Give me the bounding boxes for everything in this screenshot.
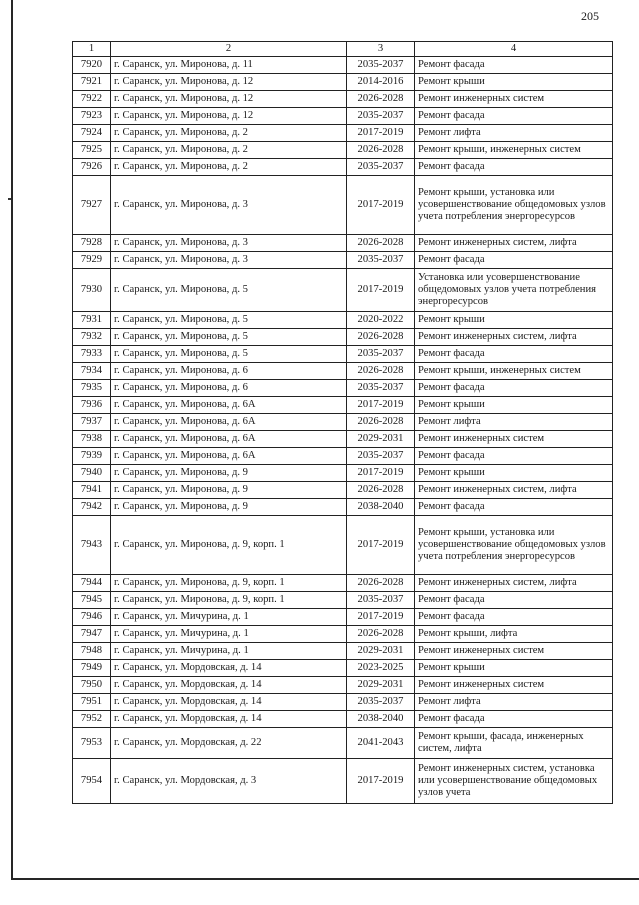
row-work: Установка или усовершенствование общедомовых узлов учета потребления энергоресурсов — [415, 269, 613, 312]
row-address: г. Саранск, ул. Мордовская, д. 22 — [111, 728, 347, 759]
bottom-margin-rule — [11, 878, 639, 880]
column-header-number: 1 — [73, 42, 111, 57]
table-row — [73, 125, 613, 142]
row-period: 2041-2043 — [347, 728, 415, 759]
row-work: Ремонт инженерных систем, лифта — [415, 482, 613, 499]
row-period: 2017-2019 — [347, 759, 415, 804]
row-work: Ремонт лифта — [415, 125, 613, 142]
row-address: г. Саранск, ул. Миронова, д. 9, корп. 1 — [111, 516, 347, 575]
table-header-row — [73, 42, 613, 57]
row-number: 7940 — [73, 465, 111, 482]
table-row — [73, 660, 613, 677]
row-address: г. Саранск, ул. Миронова, д. 5 — [111, 346, 347, 363]
row-address: г. Саранск, ул. Мичурина, д. 1 — [111, 609, 347, 626]
row-number: 7932 — [73, 329, 111, 346]
table-row — [73, 465, 613, 482]
table-row — [73, 677, 613, 694]
row-work: Ремонт крыши, инженерных систем — [415, 363, 613, 380]
row-address: г. Саранск, ул. Мордовская, д. 3 — [111, 759, 347, 804]
row-address: г. Саранск, ул. Миронова, д. 6А — [111, 448, 347, 465]
row-address: г. Саранск, ул. Мордовская, д. 14 — [111, 694, 347, 711]
row-number: 7924 — [73, 125, 111, 142]
table-row — [73, 346, 613, 363]
table-row — [73, 142, 613, 159]
row-address: г. Саранск, ул. Мичурина, д. 1 — [111, 643, 347, 660]
row-work: Ремонт крыши — [415, 660, 613, 677]
row-work: Ремонт крыши, установка или усовершенствование общедомовых узлов учета потребления энергоресурсов — [415, 176, 613, 235]
row-period: 2017-2019 — [347, 465, 415, 482]
table-row — [73, 235, 613, 252]
table-row — [73, 482, 613, 499]
row-period: 2029-2031 — [347, 677, 415, 694]
row-address: г. Саранск, ул. Миронова, д. 11 — [111, 57, 347, 74]
row-number: 7929 — [73, 252, 111, 269]
row-work: Ремонт фасада — [415, 380, 613, 397]
row-work: Ремонт фасада — [415, 252, 613, 269]
table-row — [73, 643, 613, 660]
capital-repair-table — [72, 41, 613, 804]
table-row — [73, 609, 613, 626]
row-number: 7952 — [73, 711, 111, 728]
row-address: г. Саранск, ул. Миронова, д. 6А — [111, 431, 347, 448]
table-row — [73, 380, 613, 397]
row-number: 7943 — [73, 516, 111, 575]
column-header-period: 3 — [347, 42, 415, 57]
row-address: г. Саранск, ул. Миронова, д. 2 — [111, 159, 347, 176]
row-number: 7923 — [73, 108, 111, 125]
row-address: г. Саранск, ул. Миронова, д. 5 — [111, 329, 347, 346]
row-work: Ремонт инженерных систем, установка или усовершенствование общедомовых узлов учета — [415, 759, 613, 804]
row-work: Ремонт крыши, фасада, инженерных систем, лифта — [415, 728, 613, 759]
row-period: 2026-2028 — [347, 575, 415, 592]
row-work: Ремонт инженерных систем, лифта — [415, 575, 613, 592]
row-period: 2038-2040 — [347, 711, 415, 728]
row-number: 7936 — [73, 397, 111, 414]
row-period: 2035-2037 — [347, 252, 415, 269]
row-period: 2017-2019 — [347, 397, 415, 414]
row-number: 7922 — [73, 91, 111, 108]
row-work: Ремонт крыши, лифта — [415, 626, 613, 643]
row-number: 7944 — [73, 575, 111, 592]
row-period: 2035-2037 — [347, 108, 415, 125]
table-row — [73, 711, 613, 728]
row-number: 7948 — [73, 643, 111, 660]
row-period: 2026-2028 — [347, 235, 415, 252]
row-period: 2029-2031 — [347, 643, 415, 660]
row-address: г. Саранск, ул. Мичурина, д. 1 — [111, 626, 347, 643]
row-work: Ремонт инженерных систем — [415, 643, 613, 660]
row-period: 2038-2040 — [347, 499, 415, 516]
row-address: г. Саранск, ул. Миронова, д. 9, корп. 1 — [111, 592, 347, 609]
row-work: Ремонт лифта — [415, 414, 613, 431]
row-period: 2017-2019 — [347, 176, 415, 235]
row-address: г. Саранск, ул. Мордовская, д. 14 — [111, 677, 347, 694]
row-work: Ремонт крыши, инженерных систем — [415, 142, 613, 159]
row-work: Ремонт крыши — [415, 397, 613, 414]
row-work: Ремонт крыши, установка или усовершенствование общедомовых узлов учета потребления энергоресурсов — [415, 516, 613, 575]
table-row — [73, 176, 613, 235]
column-header-address: 2 — [111, 42, 347, 57]
table-row — [73, 397, 613, 414]
left-margin-rule — [11, 0, 13, 880]
row-period: 2017-2019 — [347, 125, 415, 142]
row-work: Ремонт фасада — [415, 108, 613, 125]
row-address: г. Саранск, ул. Мордовская, д. 14 — [111, 660, 347, 677]
row-period: 2035-2037 — [347, 159, 415, 176]
row-address: г. Саранск, ул. Миронова, д. 9 — [111, 465, 347, 482]
row-period: 2035-2037 — [347, 380, 415, 397]
row-period: 2035-2037 — [347, 57, 415, 74]
row-period: 2029-2031 — [347, 431, 415, 448]
table-row — [73, 448, 613, 465]
table-row — [73, 592, 613, 609]
row-number: 7931 — [73, 312, 111, 329]
row-number: 7926 — [73, 159, 111, 176]
row-number: 7946 — [73, 609, 111, 626]
row-number: 7953 — [73, 728, 111, 759]
table-row — [73, 728, 613, 759]
row-address: г. Саранск, ул. Миронова, д. 2 — [111, 142, 347, 159]
row-work: Ремонт фасада — [415, 609, 613, 626]
row-number: 7949 — [73, 660, 111, 677]
row-address: г. Саранск, ул. Миронова, д. 12 — [111, 108, 347, 125]
row-work: Ремонт инженерных систем — [415, 431, 613, 448]
scan-mark — [8, 198, 11, 200]
row-number: 7945 — [73, 592, 111, 609]
row-address: г. Саранск, ул. Миронова, д. 3 — [111, 235, 347, 252]
row-number: 7954 — [73, 759, 111, 804]
row-work: Ремонт инженерных систем, лифта — [415, 329, 613, 346]
row-work: Ремонт крыши — [415, 312, 613, 329]
row-work: Ремонт фасада — [415, 448, 613, 465]
row-address: г. Саранск, ул. Миронова, д. 3 — [111, 252, 347, 269]
table-row — [73, 414, 613, 431]
row-number: 7934 — [73, 363, 111, 380]
row-work: Ремонт фасада — [415, 346, 613, 363]
table-row — [73, 159, 613, 176]
table-row — [73, 269, 613, 312]
table-row — [73, 312, 613, 329]
row-address: г. Саранск, ул. Миронова, д. 5 — [111, 312, 347, 329]
table-row — [73, 759, 613, 804]
column-header-work: 4 — [415, 42, 613, 57]
row-address: г. Саранск, ул. Миронова, д. 6 — [111, 380, 347, 397]
row-period: 2035-2037 — [347, 694, 415, 711]
row-number: 7935 — [73, 380, 111, 397]
row-work: Ремонт фасада — [415, 499, 613, 516]
row-work: Ремонт крыши — [415, 74, 613, 91]
row-period: 2035-2037 — [347, 346, 415, 363]
table-row — [73, 108, 613, 125]
row-period: 2035-2037 — [347, 448, 415, 465]
row-work: Ремонт лифта — [415, 694, 613, 711]
row-work: Ремонт фасада — [415, 711, 613, 728]
table-row — [73, 694, 613, 711]
row-work: Ремонт крыши — [415, 465, 613, 482]
row-work: Ремонт фасада — [415, 592, 613, 609]
row-period: 2026-2028 — [347, 626, 415, 643]
row-work: Ремонт фасада — [415, 57, 613, 74]
page-number: 205 — [581, 9, 599, 23]
row-address: г. Саранск, ул. Миронова, д. 6А — [111, 397, 347, 414]
table-row — [73, 516, 613, 575]
row-address: г. Саранск, ул. Миронова, д. 5 — [111, 269, 347, 312]
table-row — [73, 626, 613, 643]
row-address: г. Саранск, ул. Миронова, д. 12 — [111, 91, 347, 108]
row-period: 2017-2019 — [347, 609, 415, 626]
row-period: 2017-2019 — [347, 516, 415, 575]
row-number: 7942 — [73, 499, 111, 516]
table-row — [73, 91, 613, 108]
table-row — [73, 431, 613, 448]
row-number: 7947 — [73, 626, 111, 643]
row-period: 2026-2028 — [347, 363, 415, 380]
row-number: 7938 — [73, 431, 111, 448]
row-address: г. Саранск, ул. Миронова, д. 12 — [111, 74, 347, 91]
row-period: 2026-2028 — [347, 329, 415, 346]
table-row — [73, 329, 613, 346]
row-number: 7921 — [73, 74, 111, 91]
row-period: 2014-2016 — [347, 74, 415, 91]
row-period: 2026-2028 — [347, 482, 415, 499]
row-work: Ремонт фасада — [415, 159, 613, 176]
row-work: Ремонт инженерных систем — [415, 91, 613, 108]
row-period: 2023-2025 — [347, 660, 415, 677]
row-address: г. Саранск, ул. Миронова, д. 6А — [111, 414, 347, 431]
row-number: 7933 — [73, 346, 111, 363]
row-period: 2020-2022 — [347, 312, 415, 329]
table-row — [73, 575, 613, 592]
row-period: 2017-2019 — [347, 269, 415, 312]
table-row — [73, 252, 613, 269]
row-period: 2026-2028 — [347, 142, 415, 159]
row-period: 2026-2028 — [347, 91, 415, 108]
row-number: 7920 — [73, 57, 111, 74]
row-number: 7941 — [73, 482, 111, 499]
row-number: 7937 — [73, 414, 111, 431]
row-address: г. Саранск, ул. Миронова, д. 2 — [111, 125, 347, 142]
row-address: г. Саранск, ул. Мордовская, д. 14 — [111, 711, 347, 728]
row-address: г. Саранск, ул. Миронова, д. 9, корп. 1 — [111, 575, 347, 592]
row-number: 7930 — [73, 269, 111, 312]
row-address: г. Саранск, ул. Миронова, д. 3 — [111, 176, 347, 235]
row-number: 7939 — [73, 448, 111, 465]
row-period: 2026-2028 — [347, 414, 415, 431]
table-row — [73, 363, 613, 380]
row-number: 7925 — [73, 142, 111, 159]
row-address: г. Саранск, ул. Миронова, д. 6 — [111, 363, 347, 380]
table-row — [73, 499, 613, 516]
row-address: г. Саранск, ул. Миронова, д. 9 — [111, 482, 347, 499]
row-number: 7950 — [73, 677, 111, 694]
row-work: Ремонт инженерных систем, лифта — [415, 235, 613, 252]
table-row — [73, 74, 613, 91]
row-number: 7927 — [73, 176, 111, 235]
row-number: 7951 — [73, 694, 111, 711]
row-period: 2035-2037 — [347, 592, 415, 609]
row-address: г. Саранск, ул. Миронова, д. 9 — [111, 499, 347, 516]
row-number: 7928 — [73, 235, 111, 252]
table-row — [73, 57, 613, 74]
row-work: Ремонт инженерных систем — [415, 677, 613, 694]
